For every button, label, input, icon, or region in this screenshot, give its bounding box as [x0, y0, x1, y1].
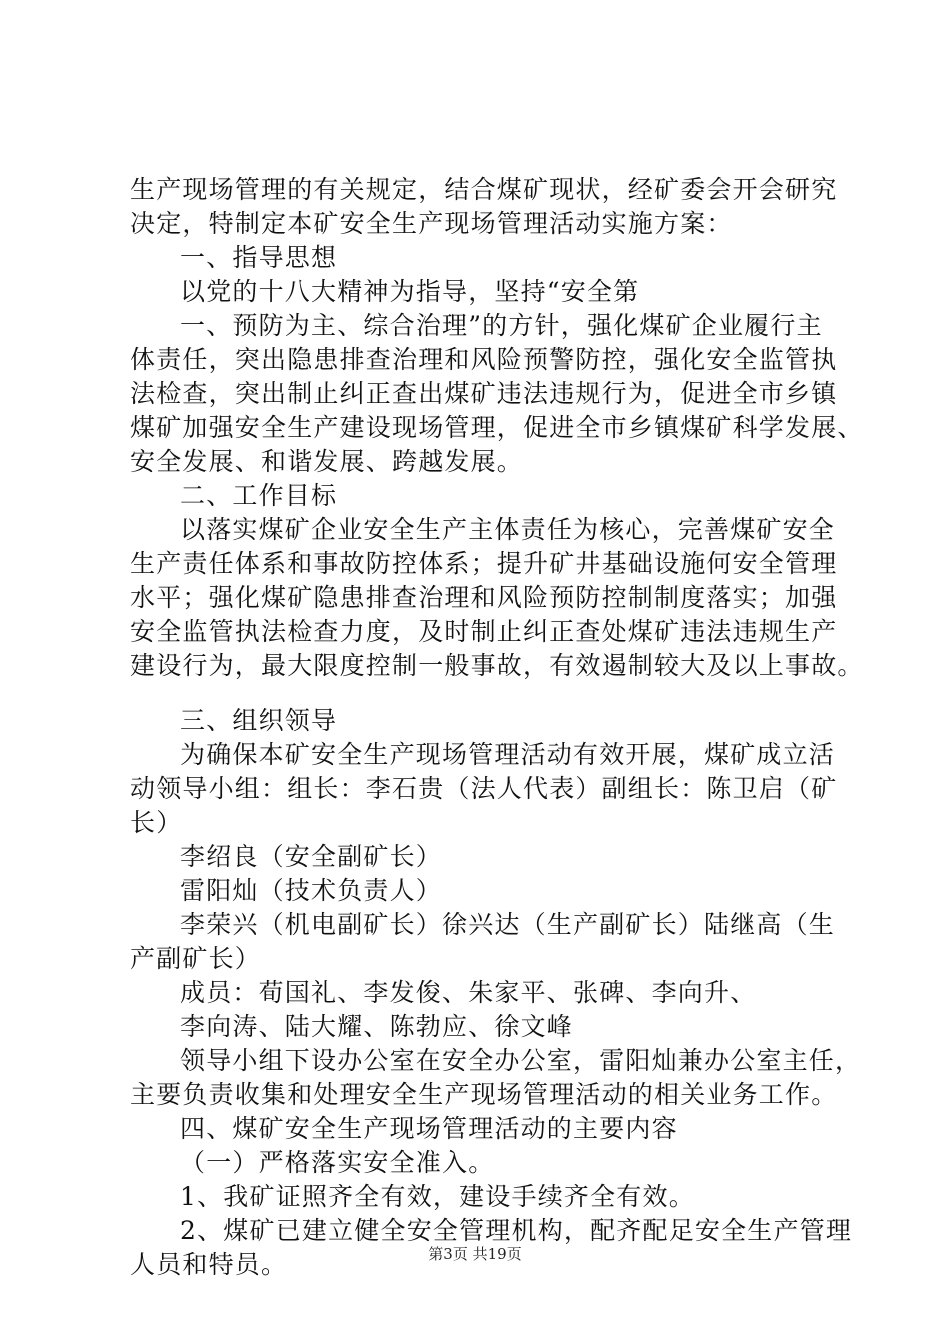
- subsection-heading: （一）严格落实安全准入。: [180, 1148, 495, 1177]
- body-line: 成员：荀国礼、李发俊、朱家平、张碑、李向升、: [180, 978, 757, 1007]
- body-line: 领导小组下设办公室在安全办公室，雷阳灿兼办公室主任，: [180, 1046, 862, 1075]
- body-line: 以党的十八大精神为指导，坚持“安全第: [180, 277, 640, 306]
- body-line: 煤矿加强安全生产建设现场管理，促进全市乡镇煤矿科学发展、: [130, 413, 864, 442]
- body-line: 李荣兴（机电副矿长）徐兴达（生产副矿长）陆继高（生: [180, 910, 836, 939]
- body-line: 安全发展、和谐发展、跨越发展。: [130, 447, 524, 476]
- body-line: 2、煤矿已建立健全安全管理机构，配齐配足安全生产管理: [180, 1216, 853, 1245]
- body-line: 李绍良（安全副矿长）: [180, 842, 443, 871]
- body-line: 生产责任体系和事故防控体系；提升矿井基础设施何安全管理: [130, 549, 838, 578]
- body-line: 长）: [130, 808, 183, 837]
- body-line: 建设行为，最大限度控制一般事故，有效遏制较大及以上事故。: [130, 651, 864, 680]
- body-line: 雷阳灿（技术负责人）: [180, 876, 443, 905]
- body-line: 体责任，突出隐患排查治理和风险预警防控，强化安全监管执: [130, 345, 838, 374]
- body-line: 主要负责收集和处理安全生产现场管理活动的相关业务工作。: [130, 1080, 838, 1109]
- section-heading: 三、组织领导: [180, 706, 338, 735]
- body-line: 决定，特制定本矿安全生产现场管理活动实施方案：: [130, 209, 733, 238]
- body-line: 一、预防为主、综合治理”的方针，强化煤矿企业履行主: [180, 311, 823, 340]
- page-number-footer: 第3页 共19页: [428, 1245, 522, 1263]
- body-line: 安全监管执法检查力度，及时制止纠正查处煤矿违法违规生产: [130, 617, 838, 646]
- section-heading: 一、指导思想: [180, 243, 338, 272]
- body-line: 为确保本矿安全生产现场管理活动有效开展，煤矿成立活: [180, 740, 836, 769]
- section-heading: 四、煤矿安全生产现场管理活动的主要内容: [180, 1114, 678, 1143]
- body-line: 李向涛、陆大耀、陈勃应、徐文峰: [180, 1012, 574, 1041]
- body-line: 水平；强化煤矿隐患排查治理和风险预防控制制度落实；加强: [130, 583, 838, 612]
- body-line: 人员和特员。: [130, 1250, 288, 1279]
- section-heading: 二、工作目标: [180, 481, 338, 510]
- body-line: 法检查，突出制止纠正查出煤矿违法违规行为，促进全市乡镇: [130, 379, 838, 408]
- body-line: 以落实煤矿企业安全生产主体责任为核心，完善煤矿安全: [180, 515, 836, 544]
- body-line: 产副矿长）: [130, 944, 262, 973]
- body-line: 动领导小组：组长：李石贵（法人代表）副组长：陈卫启（矿: [130, 774, 838, 803]
- body-line: 生产现场管理的有关规定，结合煤矿现状，经矿委会开会研究: [130, 175, 838, 204]
- body-line: 1、我矿证照齐全有效，建设手续齐全有效。: [180, 1182, 695, 1211]
